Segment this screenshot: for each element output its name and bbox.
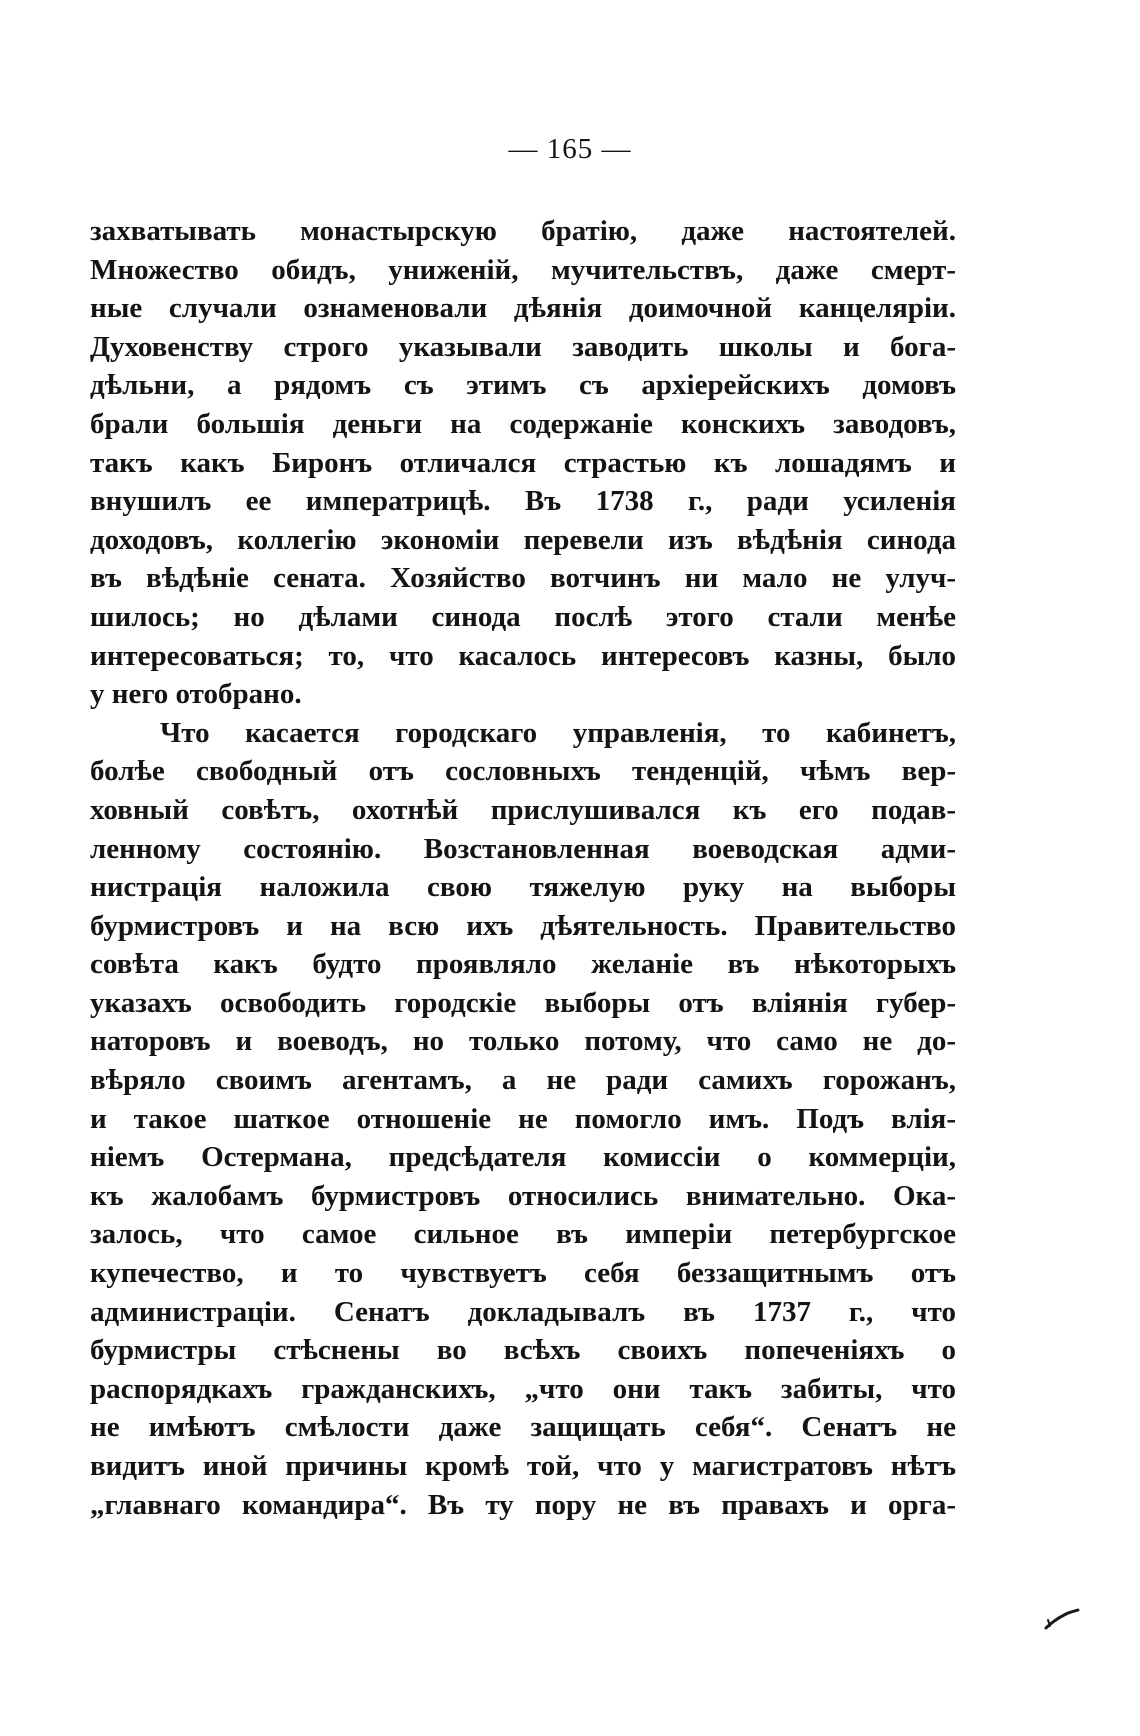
text-line: указахъ освободить городскіе выборы отъ вліянія губер-: [90, 986, 956, 1019]
text-line: ховный совѣтъ, охотнѣй прислушивался къ его подав-: [90, 793, 956, 826]
text-line: брали большія деньги на содержаніе конскихъ заводовъ,: [90, 407, 956, 440]
text-line: дѣльни, а рядомъ съ этимъ съ архіерейскихъ домовъ: [90, 369, 956, 402]
text-line: ные случали ознаменовали дѣянія доимочной канцеляріи.: [90, 292, 956, 325]
text-line: нистрація наложила свою тяжелую руку на выборы: [90, 871, 956, 904]
text-line: администраціи. Сенатъ докладывалъ въ 1737 г., что: [90, 1295, 956, 1328]
text-line: къ жалобамъ бурмистровъ относились внимательно. Ока-: [90, 1179, 956, 1212]
text-line: „главнаго командира“. Въ ту пору не въ правахъ и орга-: [90, 1488, 956, 1521]
text-line: совѣта какъ будто проявляло желаніе въ нѣкоторыхъ: [90, 948, 956, 981]
text-line: болѣе свободный отъ сословныхъ тенденцій, чѣмъ вер-: [90, 755, 956, 788]
text-line: распорядкахъ гражданскихъ, „что они такъ забиты, что: [90, 1372, 956, 1405]
text-line: не имѣютъ смѣлости даже защищать себя“. Сенатъ не: [90, 1411, 956, 1444]
paragraph-end-line: у него отобрано.: [90, 678, 302, 711]
text-line: и такое шаткое отношеніе не помогло имъ. Подъ влія-: [90, 1102, 956, 1135]
text-line: купечество, и то чувствуетъ себя беззащитнымъ отъ: [90, 1257, 956, 1290]
paragraph-start-line: Что касается городскаго управленія, то кабинетъ,: [160, 716, 956, 749]
text-line: вѣряло своимъ агентамъ, а не ради самихъ горожанъ,: [90, 1064, 956, 1097]
text-line: доходовъ, коллегію экономіи перевели изъ вѣдѣнія синода: [90, 523, 956, 556]
ink-mark: [1044, 1608, 1080, 1630]
body-text: [90, 212, 956, 1524]
page-number: — 165 —: [508, 133, 632, 165]
text-line: захватывать монастырскую братію, даже настоятелей.: [90, 215, 956, 247]
text-line: бурмистры стѣснены во всѣхъ своихъ попеченіяхъ о: [90, 1334, 956, 1367]
text-line: ленному состоянію. Возстановленная воеводская адми-: [90, 832, 956, 865]
text-line: внушилъ ее императрицѣ. Въ 1738 г., ради усиленія: [90, 485, 956, 518]
text-line: шилось; но дѣлами синода послѣ этого стали менѣе: [90, 600, 956, 633]
text-line: видитъ иной причины кромѣ той, что у магистратовъ нѣтъ: [90, 1450, 956, 1482]
text-line: въ вѣдѣніе сената. Хозяйство вотчинъ ни мало не улуч-: [90, 562, 956, 595]
text-line: ніемъ Остермана, предсѣдателя комиссіи о коммерціи,: [90, 1141, 956, 1174]
text-line: бурмистровъ и на всю ихъ дѣятельность. Правительство: [90, 909, 956, 942]
text-line: наторовъ и воеводъ, но только потому, что само не до-: [90, 1025, 956, 1058]
text-line: Множество обидъ, униженій, мучительствъ, даже смерт-: [90, 253, 956, 286]
text-line: залось, что самое сильное въ имперіи петербургское: [90, 1218, 956, 1251]
text-line: такъ какъ Биронъ отличался страстью къ лошадямъ и: [90, 446, 956, 479]
text-line: интересоваться; то, что касалось интересовъ казны, было: [90, 639, 956, 672]
text-line: Духовенству строго указывали заводить школы и бога-: [90, 330, 956, 363]
